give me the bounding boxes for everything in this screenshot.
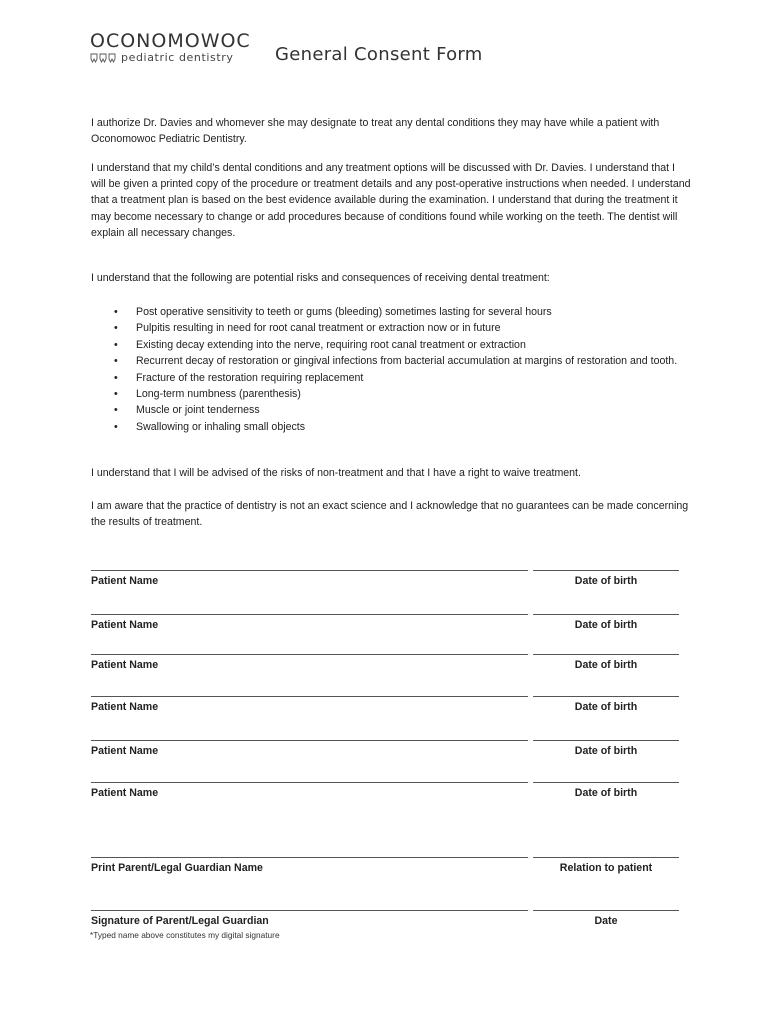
bullet-icon: •: [114, 322, 118, 335]
date-of-birth-line[interactable]: [533, 696, 679, 697]
guardian-signature-label: Signature of Parent/Legal Guardian: [91, 915, 269, 927]
patient-name-line[interactable]: [91, 614, 528, 615]
patient-row-2: [91, 614, 681, 646]
form-title: General Consent Form: [275, 44, 483, 65]
guardian-signature-line[interactable]: [91, 910, 528, 911]
logo-wordmark: OCONOMOWOC: [90, 30, 251, 52]
date-of-birth-label: Date of birth: [574, 619, 638, 631]
risks-intro-paragraph: I understand that the following are potential risks and consequences of receiving dental treatment:: [91, 272, 550, 284]
patient-name-line[interactable]: [91, 654, 528, 655]
relation-label: Relation to patient: [559, 862, 653, 874]
patient-row-5: [91, 740, 681, 772]
list-item: • Muscle or joint tenderness: [91, 402, 691, 418]
understanding-paragraph: I understand that my child’s dental conditions and any treatment options will be discussed with Dr. Davies. I understand that I will be given a printed copy of the procedure or treatment details and any post-operative instructions when needed. I understand that a treatment plan is based on the best evidence available during the examination. I understand that during the treatment it may become necessary to change or add procedures because of conditions found while working on the teeth. The dentist will explain all necessary changes.: [91, 162, 691, 239]
practice-logo: [90, 30, 250, 64]
logo-subtitle: pediatric dentistry: [121, 51, 234, 64]
date-of-birth-label: Date of birth: [574, 701, 638, 713]
patient-name-label: Patient Name: [91, 701, 159, 713]
patient-row-3: [91, 654, 681, 686]
date-of-birth-label: Date of birth: [574, 659, 638, 671]
list-item: • Long-term numbness (parenthesis): [91, 386, 691, 402]
patient-name-label: Patient Name: [91, 787, 159, 799]
no-guarantee-paragraph: I am aware that the practice of dentistry is not an exact science and I acknowledge that no guarantees can be made concerning the results of treatment.: [91, 500, 689, 529]
patient-name-label: Patient Name: [91, 575, 159, 587]
patient-row-6: [91, 782, 681, 814]
bullet-icon: •: [114, 388, 118, 401]
bullet-icon: •: [114, 371, 118, 384]
list-item: • Fracture of the restoration requiring replacement: [91, 370, 691, 386]
date-of-birth-label: Date of birth: [574, 575, 638, 587]
patient-name-label: Patient Name: [91, 745, 159, 757]
guardian-name-row: [91, 857, 681, 889]
bullet-icon: •: [114, 355, 118, 368]
non-treatment-paragraph: I understand that I will be advised of the risks of non-treatment and that I have a right to waive treatment.: [91, 467, 581, 479]
guardian-name-line[interactable]: [91, 857, 528, 858]
patient-name-label: Patient Name: [91, 619, 159, 631]
bullet-icon: •: [114, 420, 118, 433]
authorization-paragraph: I authorize Dr. Davies and whomever she may designate to treat any dental conditions they may have while a patient with Oconomowoc Pediatric Dentistry.: [91, 117, 660, 146]
date-of-birth-line[interactable]: [533, 654, 679, 655]
list-item: • Pulpitis resulting in need for root canal treatment or extraction now or in future: [91, 320, 691, 336]
patient-name-line[interactable]: [91, 740, 528, 741]
date-of-birth-line[interactable]: [533, 782, 679, 783]
teeth-icon: [90, 53, 118, 63]
bullet-icon: •: [114, 338, 118, 351]
guardian-name-label: Print Parent/Legal Guardian Name: [91, 862, 263, 874]
date-line[interactable]: [533, 910, 679, 911]
date-of-birth-label: Date of birth: [574, 745, 638, 757]
list-item: • Swallowing or inhaling small objects: [91, 419, 691, 435]
patient-name-label: Patient Name: [91, 659, 159, 671]
date-of-birth-line[interactable]: [533, 570, 679, 571]
bullet-icon: •: [114, 306, 118, 318]
date-of-birth-label: Date of birth: [574, 787, 638, 799]
date-label: Date: [594, 915, 618, 927]
patient-name-line[interactable]: [91, 782, 528, 783]
relation-line[interactable]: [533, 857, 679, 858]
date-of-birth-line[interactable]: [533, 614, 679, 615]
patient-row-1: [91, 570, 681, 602]
digital-signature-note: *Typed name above constitutes my digital signature: [90, 930, 280, 940]
patient-name-line[interactable]: [91, 696, 528, 697]
list-item: • Recurrent decay of restoration or gingival infections from bacterial accumulation at margins of restoration and tooth.: [91, 353, 691, 369]
date-of-birth-line[interactable]: [533, 740, 679, 741]
list-item: • Post operative sensitivity to teeth or gums (bleeding) sometimes lasting for several hours: [91, 304, 691, 320]
patient-row-4: [91, 696, 681, 728]
patient-name-line[interactable]: [91, 570, 528, 571]
list-item: • Existing decay extending into the nerve, requiring root canal treatment or extraction: [91, 337, 691, 353]
risks-list: [91, 304, 691, 435]
bullet-icon: •: [114, 404, 118, 417]
